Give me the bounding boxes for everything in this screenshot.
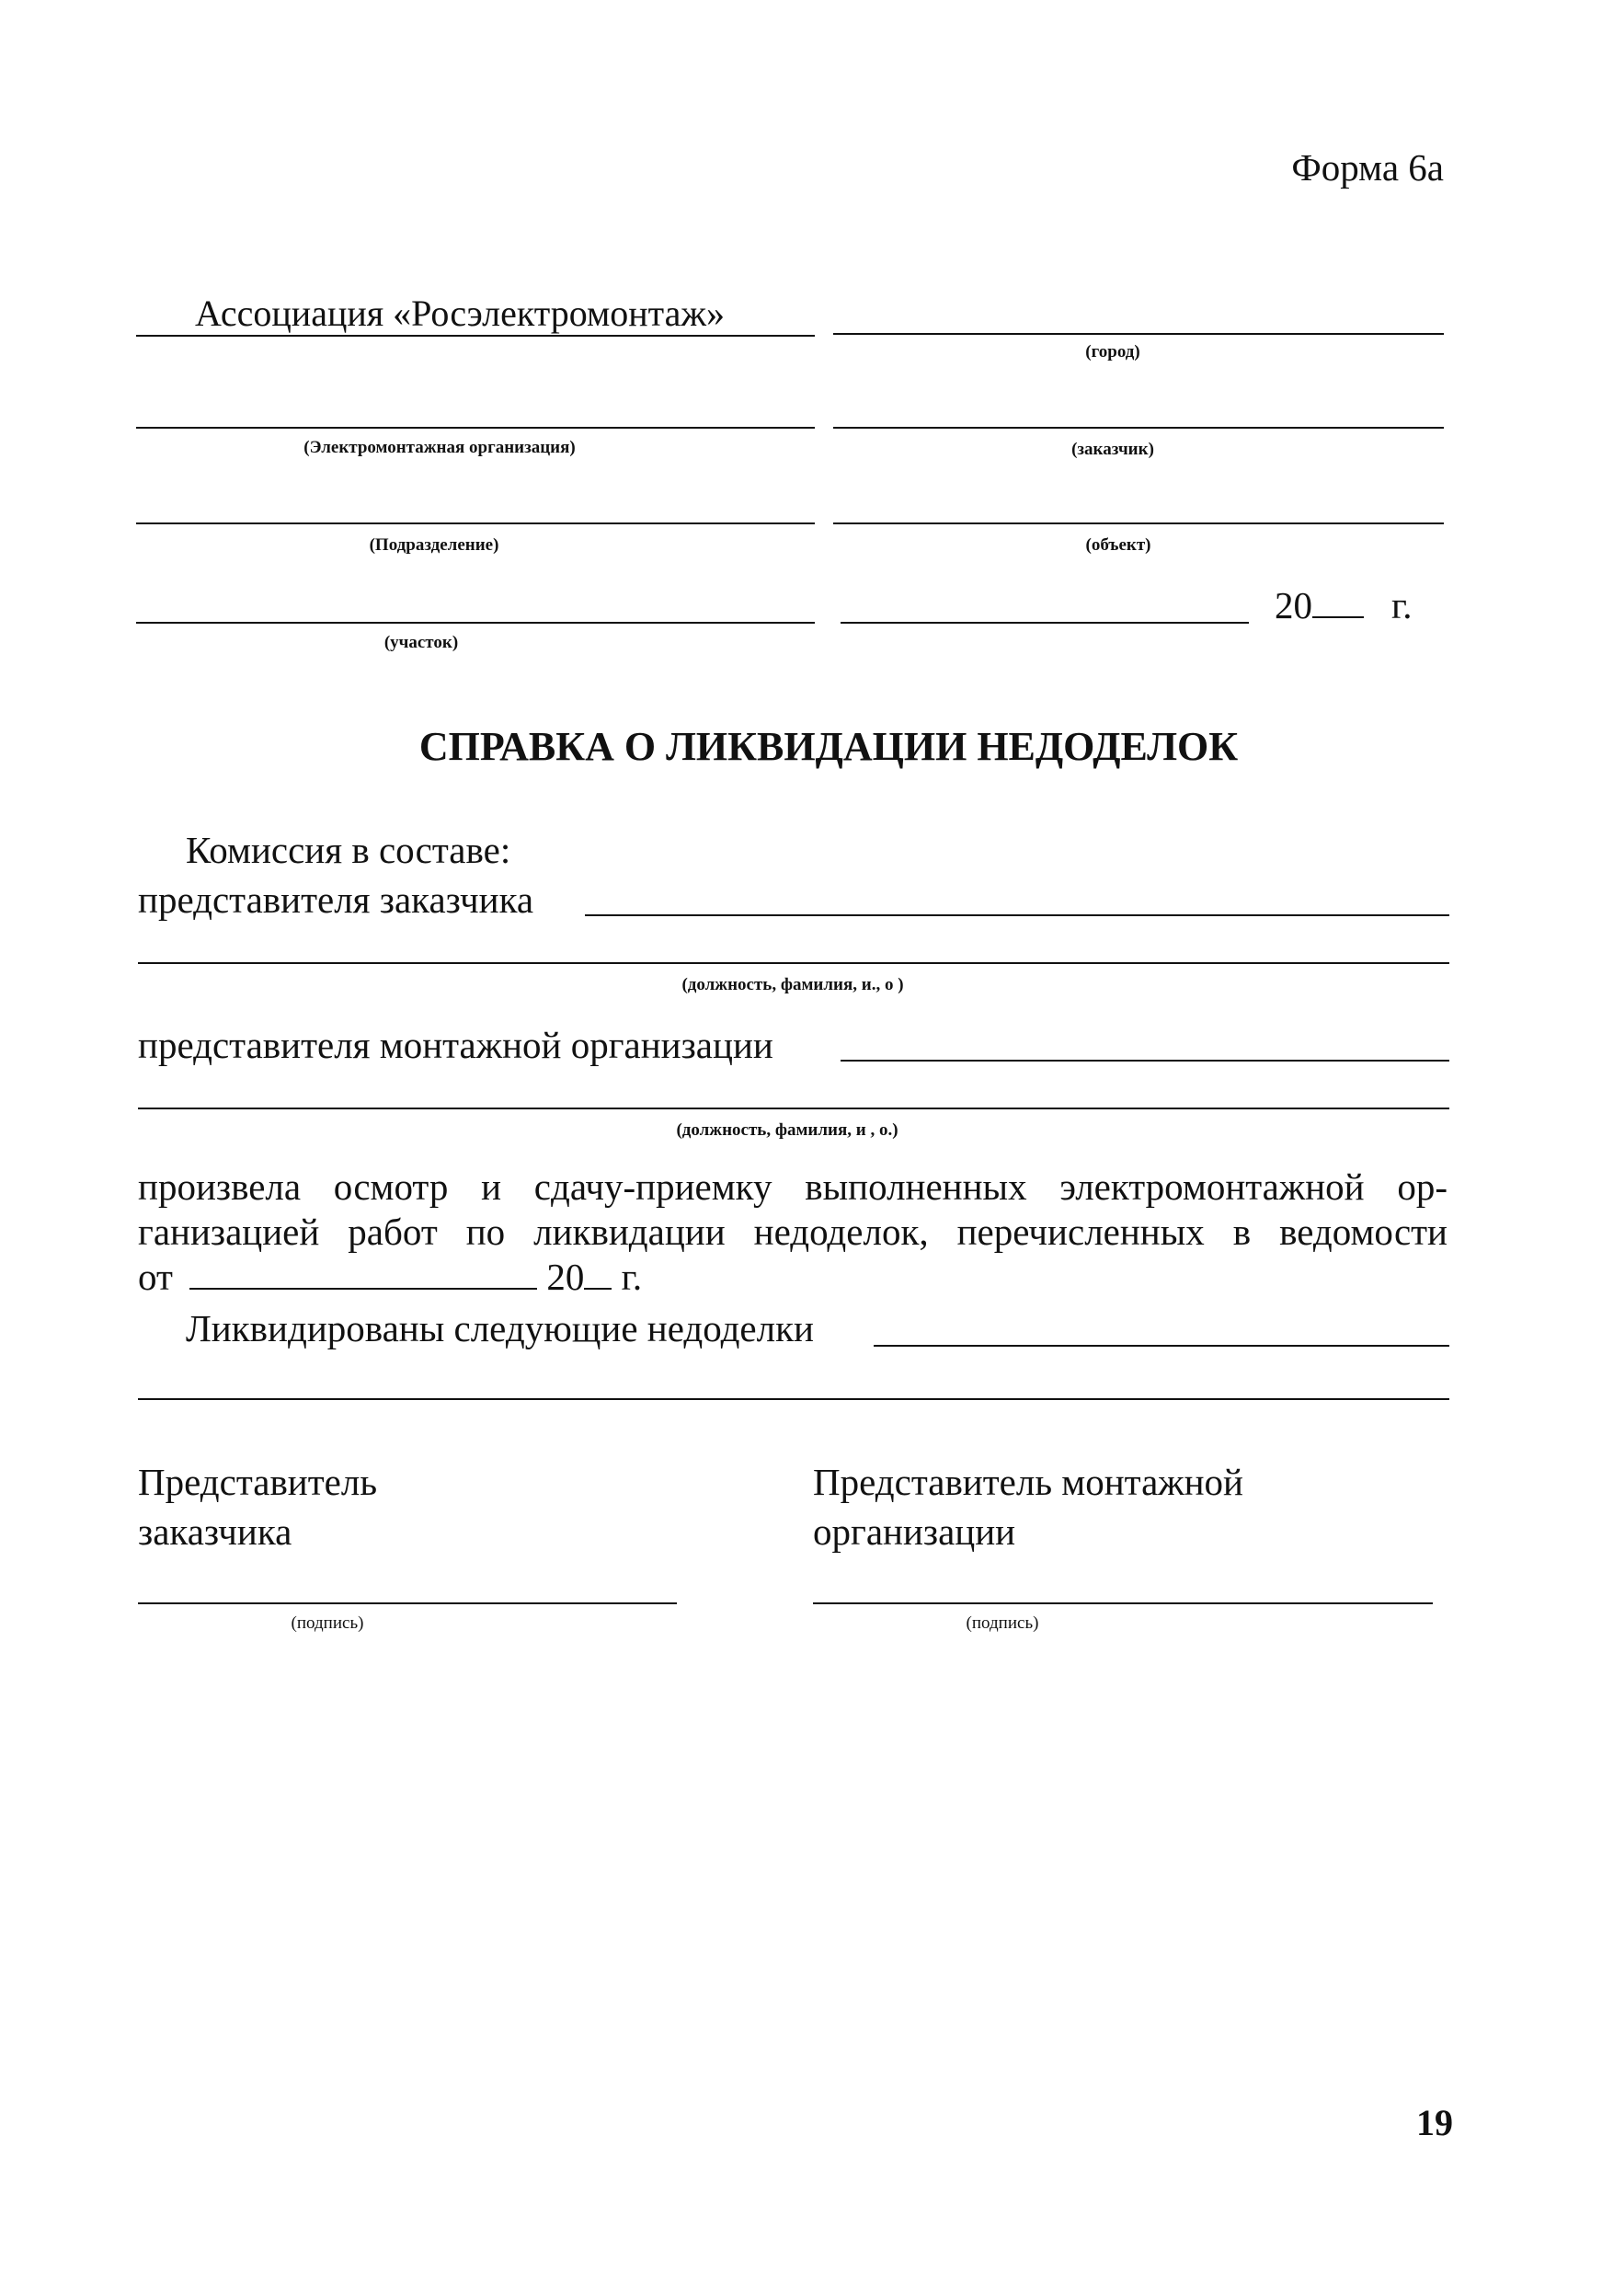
paragraph-line-2: ганизацией работ по ликвидации недоделок, перечисленных в ведомости [138,1211,1448,1253]
page-title: СПРАВКА О ЛИКВИДАЦИИ НЕДОДЕЛОК [418,724,1239,769]
org-line[interactable] [136,427,815,429]
year-blank[interactable] [1312,615,1364,618]
customer-line[interactable] [833,427,1444,429]
city-caption: (город) [1085,342,1140,362]
customer-signature-caption: (подпись) [291,1613,364,1633]
division-line[interactable] [136,522,815,524]
form-label: Форма 6а [1291,146,1444,189]
eliminated-label: Ликвидированы следующие недоделки [186,1307,814,1349]
mounting-signature-caption: (подпись) [966,1613,1039,1633]
date-line[interactable] [841,622,1249,624]
commission-intro: Комиссия в составе: [186,829,511,871]
date-from-suffix: г. [621,1256,643,1298]
customer-caption: (заказчик) [1071,440,1154,459]
customer-rep-line[interactable] [585,914,1449,916]
mounting-signature-title-1: Представитель монтажной [813,1461,1243,1503]
position-caption-2: (должность, фамилия, и , о.) [676,1120,898,1140]
paragraph-line-3 [138,1255,642,1299]
mounting-rep-label: представителя монтажной организации [138,1024,773,1066]
mounting-signature-block [813,1457,1243,1556]
customer-signature-title-2: заказчика [138,1510,292,1553]
inspection-paragraph [138,1165,1448,1255]
city-line[interactable] [833,333,1444,335]
eliminated-line[interactable] [874,1345,1449,1347]
org-caption: (Электромонтажная организация) [303,438,576,457]
customer-signature-block [138,1457,377,1556]
customer-signature-line[interactable] [138,1602,677,1604]
customer-rep-line-2[interactable] [138,962,1449,964]
mounting-signature-title-2: организации [813,1510,1016,1553]
position-caption-1: (должность, фамилия, и., о ) [681,975,904,994]
year-suffix: г. [1391,584,1413,626]
date-from-year-blank[interactable] [584,1287,612,1290]
mounting-rep-line-2[interactable] [138,1108,1449,1109]
section-caption: (участок) [383,633,459,652]
date-from-line[interactable] [189,1287,537,1290]
date-from-year: 20 [546,1256,585,1298]
customer-signature-title-1: Представитель [138,1461,378,1503]
object-line[interactable] [833,522,1444,524]
paragraph-line-1: произвела осмотр и сдачу-приемку выполненных электромонтажной ор- [138,1165,1448,1208]
association-name: Ассоциация «Росэлектромонтаж» [136,293,815,337]
object-caption: (объект) [1085,535,1151,555]
section-line[interactable] [136,622,815,624]
year-field [1275,583,1412,627]
date-from-label: от [138,1256,173,1298]
division-caption: (Подразделение) [369,535,499,555]
page-number: 19 [1416,2102,1453,2143]
year-prefix: 20 [1275,584,1312,626]
mounting-rep-line[interactable] [841,1060,1449,1062]
customer-rep-label: представителя заказчика [138,878,534,921]
mounting-signature-line[interactable] [813,1602,1433,1604]
eliminated-line-2[interactable] [138,1398,1449,1400]
